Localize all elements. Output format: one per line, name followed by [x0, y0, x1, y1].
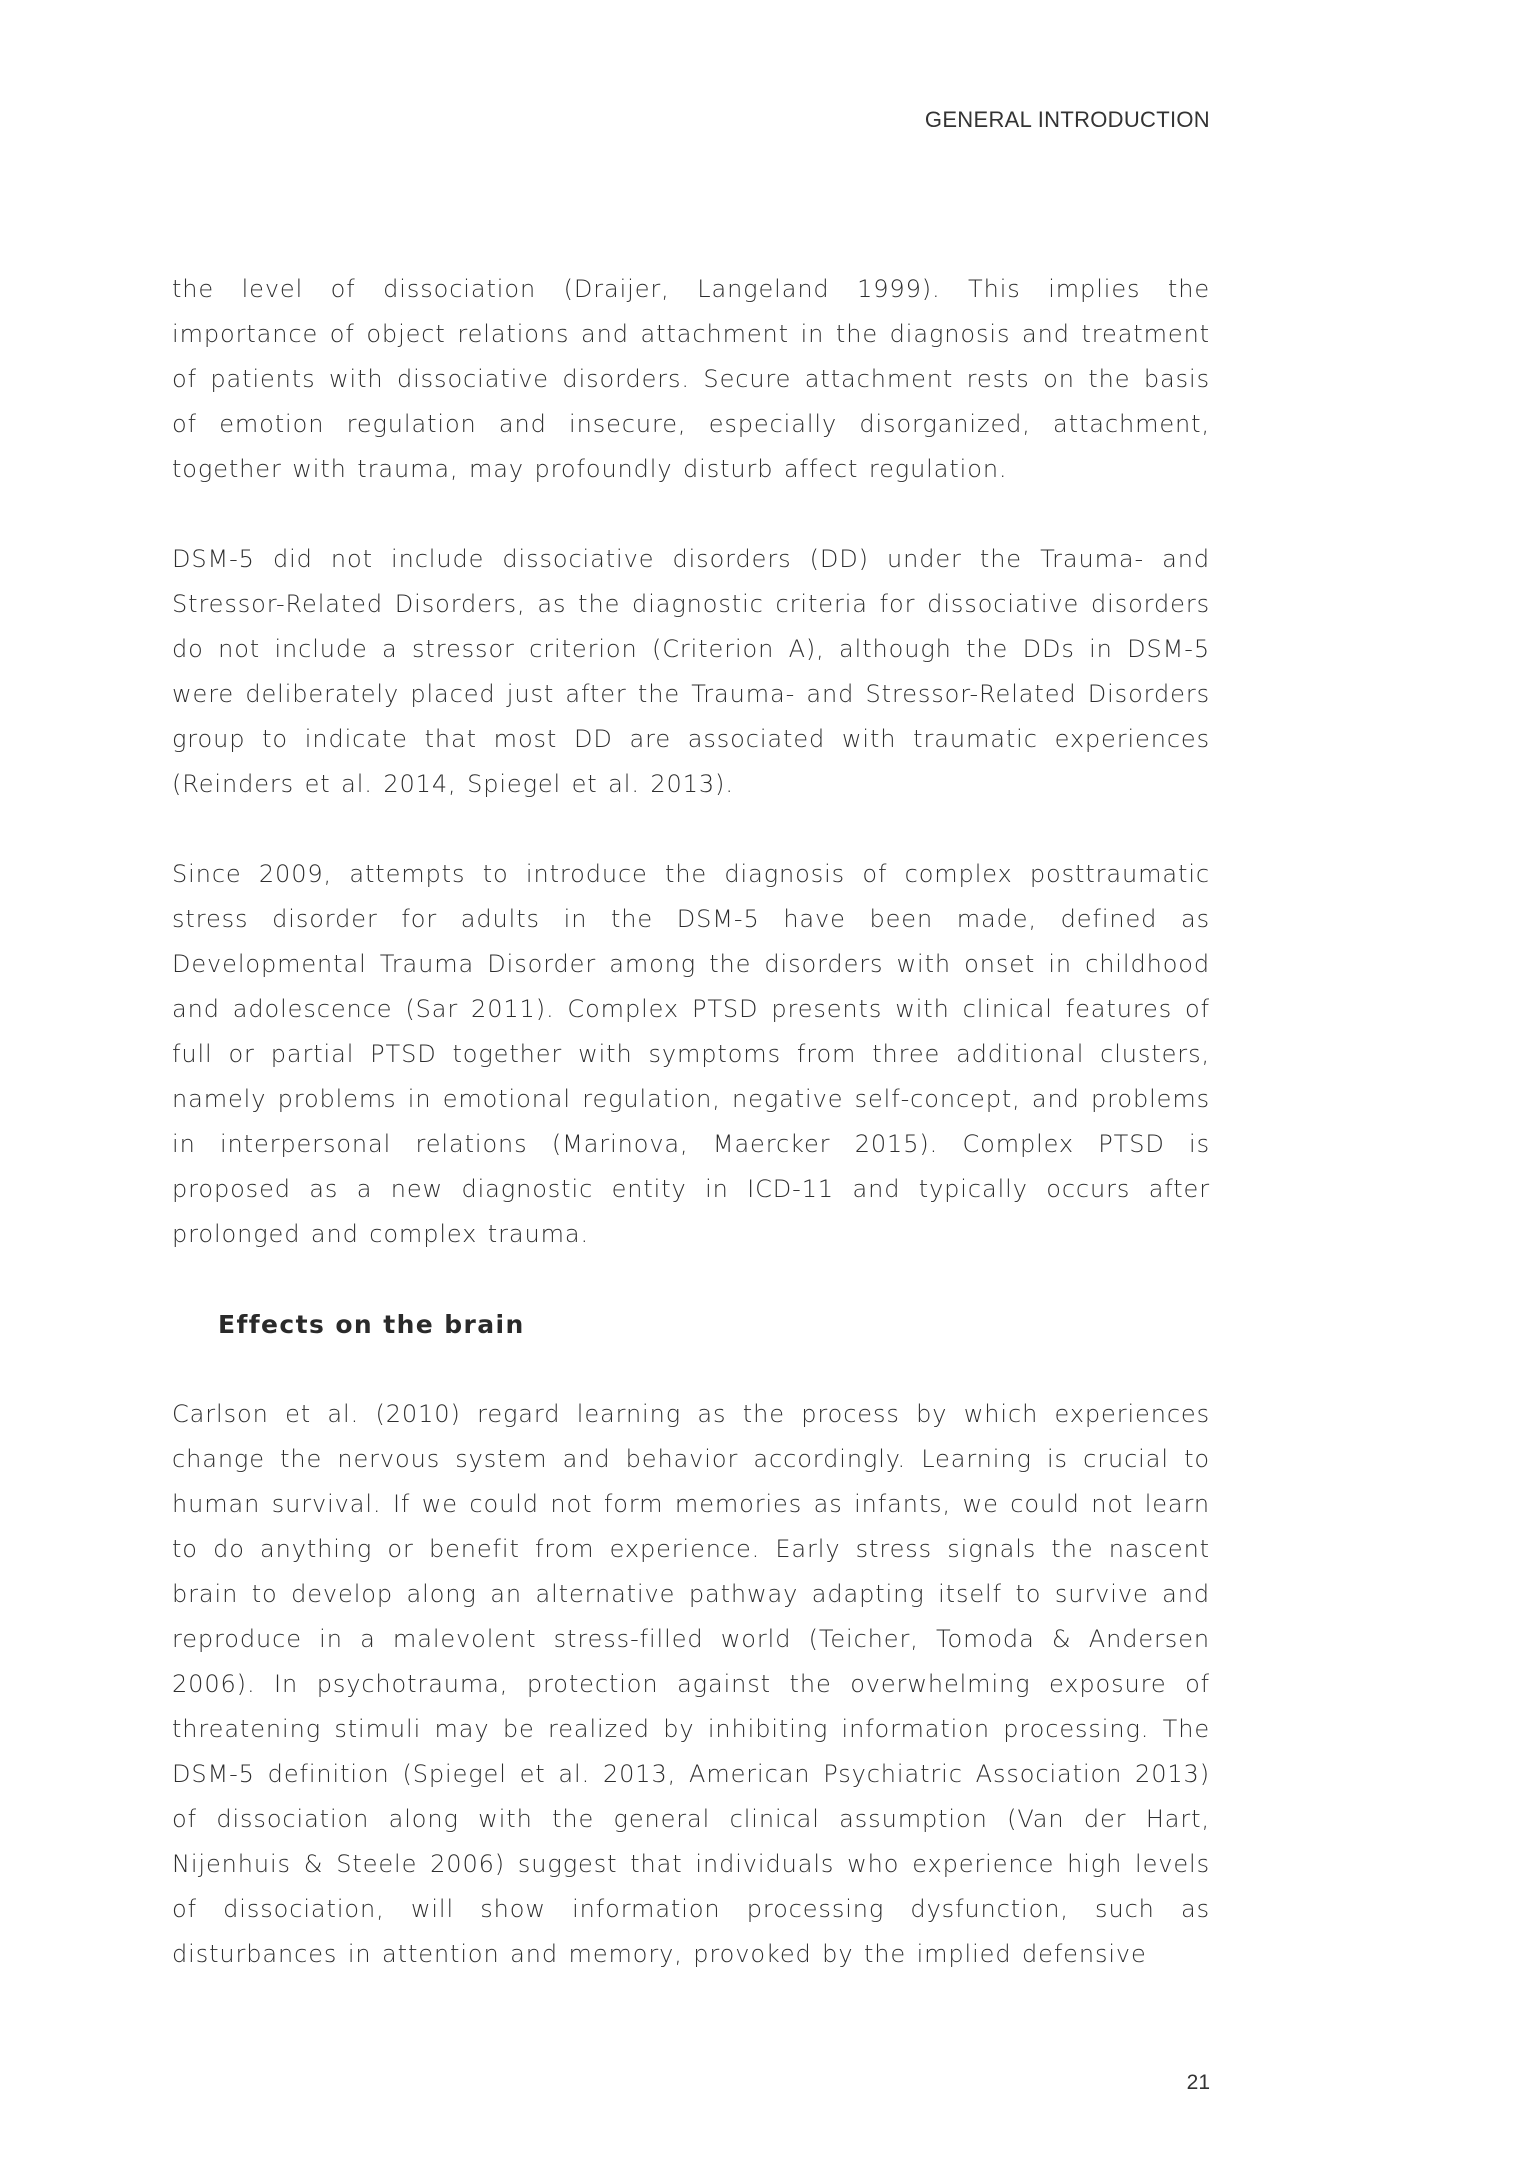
paragraph-complex-ptsd: Since 2009, attempts to introduce the diagnosis of complex posttraumatic stress disorder for adults in the DSM-5 have been made, defined as Developmental Trauma Disorder among the disorders with onset in childhood and adolescence (Sar 2011). Complex PTSD presents with clinical features of full or partial PTSD together with symptoms from three additional clusters, namely problems in emotional regulation, negative self-concept, and problems in interpersonal relations (Marinova, Maercker 2015). Complex PTSD is proposed as a new diagnostic entity in ICD-11 and typically occurs after prolonged and complex trauma. — [172, 860, 1210, 1248]
paragraph-attachment: the level of dissociation (Draijer, Langeland 1999). This implies the importance of object relations and attachment in the diagnosis and treatment of patients with dissociative disorders. Secure attachment rests on the basis of emotion regulation and insecure, especially disorganized, attachment, together with trauma, may profoundly disturb affect regulation. — [172, 275, 1210, 483]
page-body — [172, 267, 1210, 1977]
page-number: 21 — [1186, 2071, 1210, 2094]
section-heading: Effects on the brain — [218, 1310, 525, 1339]
running-header-title: GENERAL INTRODUCTION — [924, 107, 1210, 132]
paragraph-learning-brain: Carlson et al. (2010) regard learning as the process by which experiences change the nervous system and behavior accordingly. Learning is crucial to human survival. If we could not form memories as infants, we could not learn to do anything or benefit from experience. Early stress signals the nascent brain to develop along an alternative pathway adapting itself to survive and reproduce in a malevolent stress-filled world (Teicher, Tomoda & Andersen 2006). In psychotrauma, protection against the overwhelming exposure of threatening stimuli may be realized by inhibiting information processing. The DSM-5 definition (Spiegel et al. 2013, American Psychiatric Association 2013) of dissociation along with the general clinical assumption (Van der Hart, Nijenhuis & Steele 2006) suggest that individuals who experience high levels of dissociation, will show information processing dysfunction, such as disturbances in attention and memory, provoked by the implied defensive — [172, 1400, 1210, 1968]
paragraph-dsm5-dissociative: DSM-5 did not include dissociative disorders (DD) under the Trauma- and Stressor-Related Disorders, as the diagnostic criteria for dissociative disorders do not include a stressor criterion (Criterion A), although the DDs in DSM-5 were deliberately placed just after the Trauma- and Stressor-Related Disorders group to indicate that most DD are associated with traumatic experiences (Reinders et al. 2014, Spiegel et al. 2013). — [172, 545, 1210, 798]
